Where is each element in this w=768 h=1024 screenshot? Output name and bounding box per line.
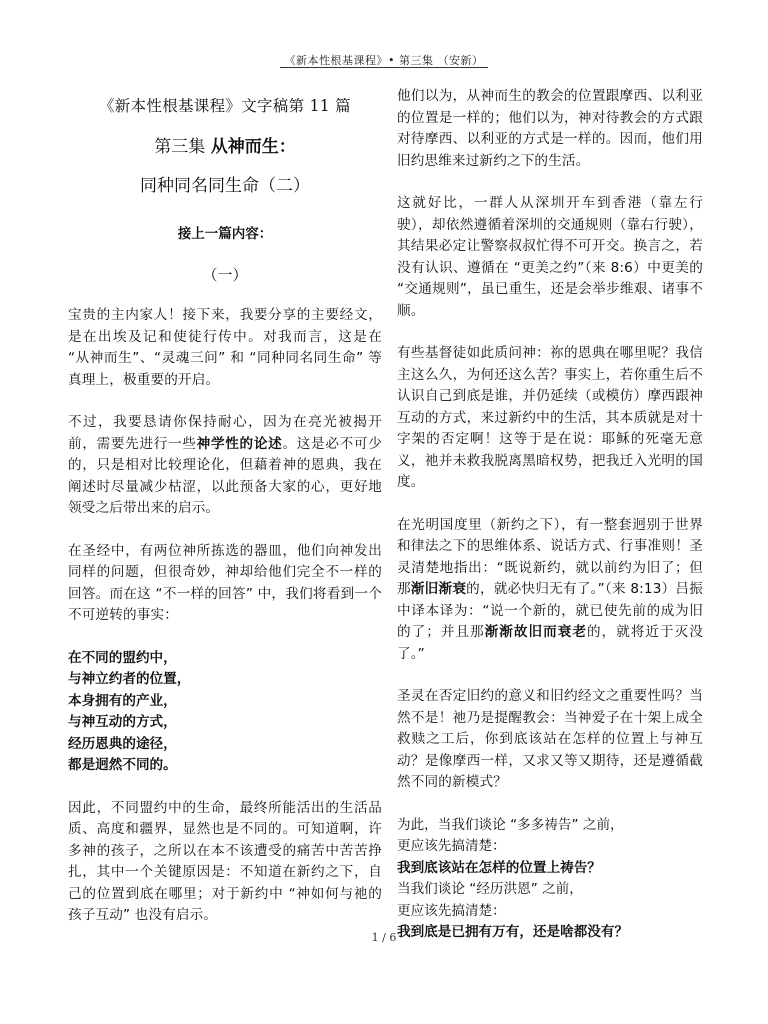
right-column xyxy=(397,86,703,944)
left-column xyxy=(68,86,382,948)
emphasis-text: 神学性的论述 xyxy=(196,435,283,452)
continue-note: 接上一篇内容： xyxy=(177,226,273,242)
paragraph-intro: 宝贵的主内家人！接下来，我要分享的主要经文，是在出埃及记和使徒行传中。对我而言，这是在 “从神而生”、“灵魂三问” 和 “同种同名同生命” 等真理上，极重要的开启。 xyxy=(68,307,382,388)
text-run: 不过，我要恳请你保持耐心，因为在亮光被揭开前，需要先进行一些 xyxy=(68,414,382,452)
text-run: 的，就将近于灭没了。” xyxy=(397,624,703,662)
list-item: 本身拥有的产业， xyxy=(68,692,177,709)
episode-name: 从神而生： xyxy=(210,137,296,157)
paragraph-holy-spirit: 圣灵在否定旧约的意义和旧约经文之重要性吗？当然不是！祂乃是提醒教会：当神爱子在十架上成全救赎之工后，你到底该站在怎样的位置上与神互动？是像摩西一样，又求又等又期待，还是遵循截然不同的新模式？ xyxy=(397,688,703,790)
section-marker: （一） xyxy=(202,266,248,284)
paragraph-question-god: 有些基督徒如此质问神：祢的恩典在哪里呢？我信主这么久，为何还这么苦？事实上，若你重生后不认识自己到底是谁，并仍延续（或模仿）摩西跟神互动的方式，来过新约中的生活，其本质就是对十字架的否定啊！这等于是在说：耶稣的死毫无意义，祂并未救我脱离黑暗权势，把我迁入光明的国度。 xyxy=(397,345,703,490)
paragraph-patience xyxy=(68,412,382,520)
closing-line: 为此，当我们谈论 “多多祷告” 之前， xyxy=(397,816,624,833)
text-run: 的，就必快归无有了。”（来 8:13）吕振中译本译为：“说一个新的，就已使先前的成为旧的了；并且那 xyxy=(397,581,703,640)
episode-prefix: 第三集 xyxy=(154,137,206,157)
text-run: 。这是必不可少的，只是相对比较理论化，但藉着神的恩典，我在阐述时尽量减少枯涩，以此预备大家的心，更好地领受之后带出来的启示。 xyxy=(68,435,382,516)
paragraph-two-vessels: 在圣经中，有两位神所拣选的器皿，他们向神发出同样的问题，但很奇妙，神却给他们完全不一样的回答。而在这 “不一样的回答” 中，我们将看到一个不可逆转的事实： xyxy=(68,542,382,623)
list-item: 在不同的盟约中， xyxy=(68,649,177,666)
subtitle: 同种同名同生命（二） xyxy=(140,176,310,196)
emphasis-text: 渐渐故旧而衰老 xyxy=(484,624,587,640)
list-item: 与神互动的方式， xyxy=(68,714,177,730)
episode-title xyxy=(68,132,382,157)
list-item: 都是迥然不同的。 xyxy=(68,757,177,773)
page-number: 1 / 6 xyxy=(371,931,397,944)
closing-question: 我到底该站在怎样的位置上祷告？ xyxy=(397,859,601,876)
emphasis-text: 渐旧渐衰 xyxy=(410,581,467,597)
course-title: 《新本性根基课程》文字稿第 11 篇 xyxy=(99,97,351,115)
list-item: 经历恩典的途径， xyxy=(68,735,177,752)
closing-block xyxy=(397,815,703,944)
text-run: 在光明国度里（新约之下），有一整套迥别于世界和律法之下的思维体系、说话方式、行事准则！圣灵清楚地指出：“既说新约，就以前约为旧了；但那 xyxy=(397,516,703,597)
closing-line: 当我们谈论 “经历洪恩” 之前， xyxy=(397,881,583,897)
covenant-list xyxy=(68,648,382,777)
header-rule xyxy=(280,67,488,68)
closing-line: 更应该先搞清楚： xyxy=(397,902,506,919)
running-header: 《新本性根基课程》• 第三集 （安新） xyxy=(284,54,484,67)
paragraph-traffic-analogy: 这就好比，一群人从深圳开车到香港（靠左行驶），却依然遵循着深圳的交通规则（靠右行驶），其结果必定让警察叔叔忙得不可开交。换言之，若没有认识、遵循在 “更美之约”（来 8:6）中更美的 “交通规则”，虽已重生，还是会举步维艰、诸事不顺。 xyxy=(397,195,703,319)
paragraph-conclusion: 因此，不同盟约中的生命，最终所能活出的生活品质、高度和疆界，显然也是不同的。可知道啊，许多神的孩子，之所以在本不该遭受的痛苦中苦苦挣扎，其中一个关键原因是：不知道在新约之下，自己的位置到底在哪里；对于新约中 “神如何与祂的孩子互动” 也没有启示。 xyxy=(68,799,382,923)
closing-question: 我到底是已拥有万有，还是啥都没有？ xyxy=(397,924,629,940)
list-item: 与神立约者的位置， xyxy=(68,671,191,687)
paragraph-kingdom-of-light xyxy=(397,515,703,666)
paragraph-old-mindset: 他们以为，从神而生的教会的位置跟摩西、以利亚的位置是一样的；他们以为，神对待教会的方式跟对待摩西、以利亚的方式是一样的。因而，他们用旧约思维来过新约之下的生活。 xyxy=(397,88,703,169)
closing-line: 更应该先搞清楚： xyxy=(397,838,506,854)
